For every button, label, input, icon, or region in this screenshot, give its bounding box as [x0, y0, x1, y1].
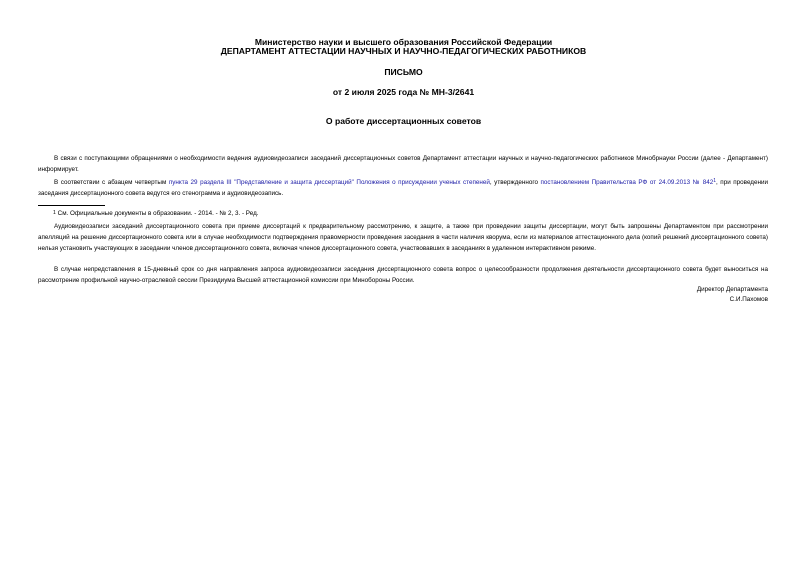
paragraph-2-end: , при проведении заседания диссертационного совета ведутся его стенограмма и аудиовидеозапись. [38, 179, 768, 197]
footnote-mark: 1 [53, 210, 56, 216]
paragraph-1 [38, 153, 768, 175]
ministry-title: Министерство науки и высшего образования Российской Федерации [254, 37, 553, 47]
footnote-text: См. Официальные документы в образовании. - 2014. - № 2, 3. - Ред. [55, 210, 259, 217]
footnote-divider [38, 205, 105, 206]
signature-name: С.И.Пахомов [729, 296, 768, 303]
paragraph-1-text: В связи с поступающими обращениями о необходимости ведения аудиовидеозаписи заседаний диссертационных советов Департамент аттестации научных и научно-педагогических работников Минобрнауки России (далее - Департамент) информирует. [38, 155, 768, 173]
paragraph-3 [38, 221, 768, 254]
signature-position: Директор Департамента [696, 286, 768, 293]
paragraph-2 [38, 176, 768, 199]
regulation-clause-link[interactable]: пункта 29 раздела III "Представление и защита диссертаций" Положения о присуждении ученых степеней [168, 179, 490, 186]
document-date-number: от 2 июля 2025 года № МН-3/2641 [332, 87, 475, 97]
government-decree-link[interactable]: постановлением Правительства РФ от 24.09.2013 № 842 [540, 179, 714, 186]
paragraph-3-text: Аудиовидеозаписи заседаний диссертационного совета при приеме диссертаций к предварительному рассмотрению, к защите, а также при проведении защиты диссертации, могут быть запрошены Департаментом при рассмотрении апелляций на решение диссертационного совета или в случае необходимости подтверждения правомерности проведения заседания в части наличия кворума, если из материалов аттестационного дела (копий решений диссертационного совета) нельзя установить участвующих в заседании членов диссертационного совета, включая членов диссертационного совета, участвовавших в заседаниях в удаленном интерактивном режиме. [38, 223, 768, 252]
footnote [53, 208, 259, 219]
document-subject: О работе диссертационных советов [325, 116, 482, 126]
paragraph-4 [38, 264, 768, 286]
paragraph-4-text: В случае непредставления в 15-дневный срок со дня направления запроса аудиовидеозаписи заседания диссертационного совета вопрос о целесообразности продолжения деятельности диссертационного совета будет выноситься на рассмотрение профильной научно-отраслевой сессии Президиума Высшей аттестационной комиссии при Минобороны России. [38, 266, 768, 284]
paragraph-2-text [38, 176, 768, 199]
footnote-reference[interactable]: 1 [713, 178, 717, 184]
document-type: ПИСЬМО [384, 67, 423, 77]
department-title: ДЕПАРТАМЕНТ АТТЕСТАЦИИ НАУЧНЫХ И НАУЧНО-ПЕДАГОГИЧЕСКИХ РАБОТНИКОВ [220, 46, 587, 56]
paragraph-2-intro: В соответствии с абзацем четвертым [54, 179, 169, 186]
paragraph-2-middle: , утвержденного [489, 179, 541, 186]
